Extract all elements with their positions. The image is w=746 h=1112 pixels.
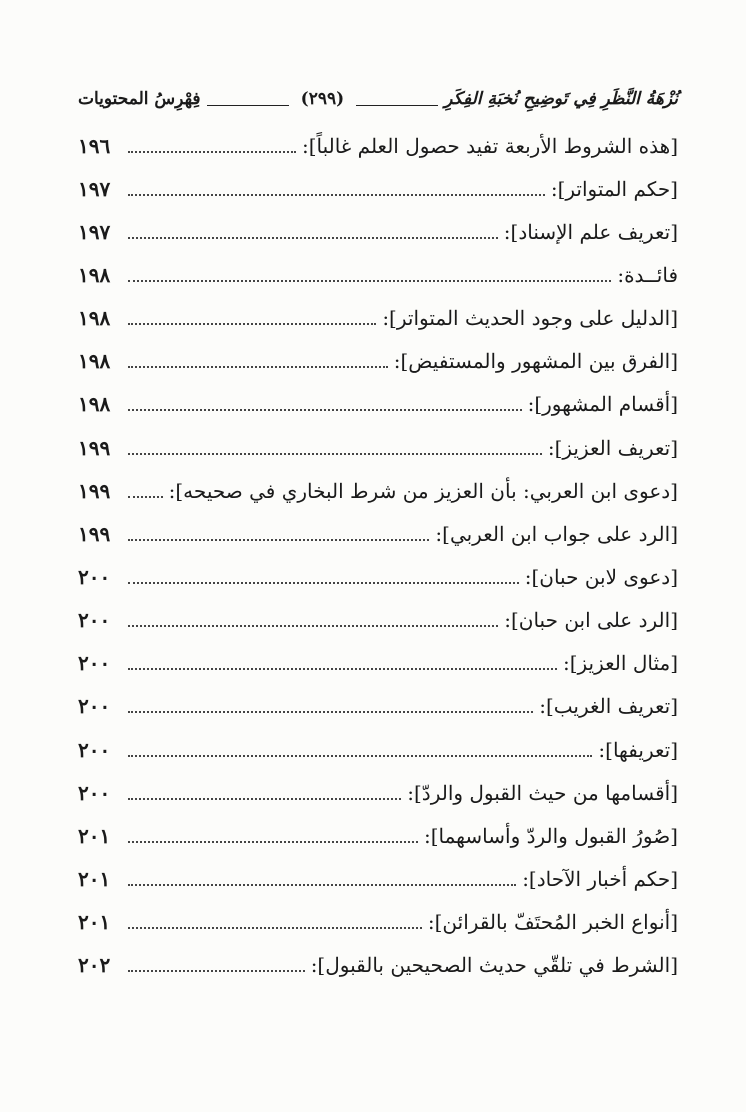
toc-entry-title: [الشرط في تلقّي حديث الصحيحين بالقبول]: [310,953,678,978]
toc-entry-page: ١٩٨ [78,306,111,331]
toc-entry-page: ١٩٧ [78,176,111,201]
toc-entry [78,555,678,598]
table-of-contents [78,124,678,987]
toc-entry [78,642,678,685]
dot-leader [128,366,388,368]
toc-entry-title: [الفرق بين المشهور والمستفيض]: [393,349,678,374]
toc-entry [78,771,678,814]
toc-entry [78,901,678,944]
toc-entry-page: ٢٠١ [78,910,111,935]
section-title: فِهْرِسُ المحتويات [77,89,201,109]
toc-entry-page: ١٩٩ [78,521,111,546]
toc-entry [78,340,678,383]
toc-entry-page: ١٩٨ [78,262,111,287]
toc-entry [78,857,678,900]
toc-entry [78,685,678,728]
toc-entry [78,426,678,469]
dot-leader [128,453,542,455]
toc-entry [78,297,678,340]
toc-entry-page: ٢٠٠ [78,694,111,719]
toc-entry-page: ١٩٩ [78,478,111,503]
toc-entry-title: [صُورُ القبول والردّ وأساسهما]: [423,823,678,848]
toc-entry-page: ١٩٧ [78,219,111,244]
toc-entry [78,599,678,642]
toc-entry-title: [دعوى ابن العربي: بأن العزيز من شرط البخاري في صحيحه]: [168,478,678,503]
toc-entry-page: ٢٠٠ [78,608,111,633]
toc-entry-page: ٢٠٠ [78,564,111,589]
dot-leader [128,280,611,282]
toc-entry [78,210,678,253]
book-title: نُزْهَةُ النَّظَرِ فِي تَوضِيحِ نُخبَةِ الفِكَرِ [444,89,678,109]
toc-entry-title: فائــدة: [617,262,678,287]
toc-entry-page: ١٩٨ [78,392,111,417]
header-rule-right [356,105,438,106]
dot-leader [128,151,296,153]
toc-entry-title: [تعريف العزيز]: [547,435,678,460]
toc-entry [78,253,678,296]
toc-entry [78,469,678,512]
dot-leader [128,496,163,498]
toc-entry-title: [تعريف علم الإسناد]: [503,219,678,244]
toc-entry [78,814,678,857]
dot-leader [128,582,519,584]
dot-leader [128,927,422,929]
dot-leader [128,194,545,196]
toc-entry-page: ١٩٨ [78,349,111,374]
dot-leader [128,841,418,843]
dot-leader [128,798,401,800]
toc-entry-title: [مثال العزيز]: [562,651,678,676]
toc-entry-page: ٢٠٠ [78,780,111,805]
dot-leader [128,539,429,541]
toc-entry-title: [أنواع الخبر المُحتَفّ بالقرائن]: [427,910,678,935]
toc-entry [78,124,678,167]
dot-leader [128,668,557,670]
toc-entry-page: ١٩٦ [78,133,111,158]
dot-leader [128,755,592,757]
toc-entry-page: ٢٠١ [78,866,111,891]
book-page [78,80,678,1080]
page-number: (٢٩٩) [300,89,345,109]
dot-leader [128,237,498,239]
toc-entry-title: [حكم المتواتر]: [550,176,678,201]
toc-entry-page: ٢٠٠ [78,737,111,762]
toc-entry-title: [حكم أخبار الآحاد]: [522,866,678,891]
toc-entry-page: ٢٠٢ [78,953,111,978]
header-rule-left [207,105,289,106]
toc-entry-title: [أقسامها من حيث القبول والردّ]: [407,780,678,805]
toc-entry-page: ٢٠٠ [78,651,111,676]
running-header [78,80,678,118]
toc-entry-page: ٢٠١ [78,823,111,848]
dot-leader [128,711,533,713]
toc-entry-page: ١٩٩ [78,435,111,460]
toc-entry-title: [أقسام المشهور]: [527,392,678,417]
toc-entry-title: [تعريفها]: [598,737,678,762]
toc-entry-title: [الرد على جواب ابن العربي]: [435,521,678,546]
dot-leader [128,625,498,627]
toc-entry [78,167,678,210]
toc-entry [78,512,678,555]
dot-leader [128,323,376,325]
toc-entry-title: [تعريف الغريب]: [539,694,678,719]
dot-leader [128,970,305,972]
dot-leader [128,409,522,411]
toc-entry [78,383,678,426]
dot-leader [128,884,516,886]
toc-entry-title: [هذه الشروط الأربعة تفيد حصول العلم غالباً]: [301,133,678,158]
toc-entry-title: [الدليل على وجود الحديث المتواتر]: [382,306,678,331]
toc-entry [78,944,678,987]
toc-entry-title: [دعوى لابن حبان]: [524,564,678,589]
toc-entry [78,728,678,771]
toc-entry-title: [الرد على ابن حبان]: [504,608,678,633]
